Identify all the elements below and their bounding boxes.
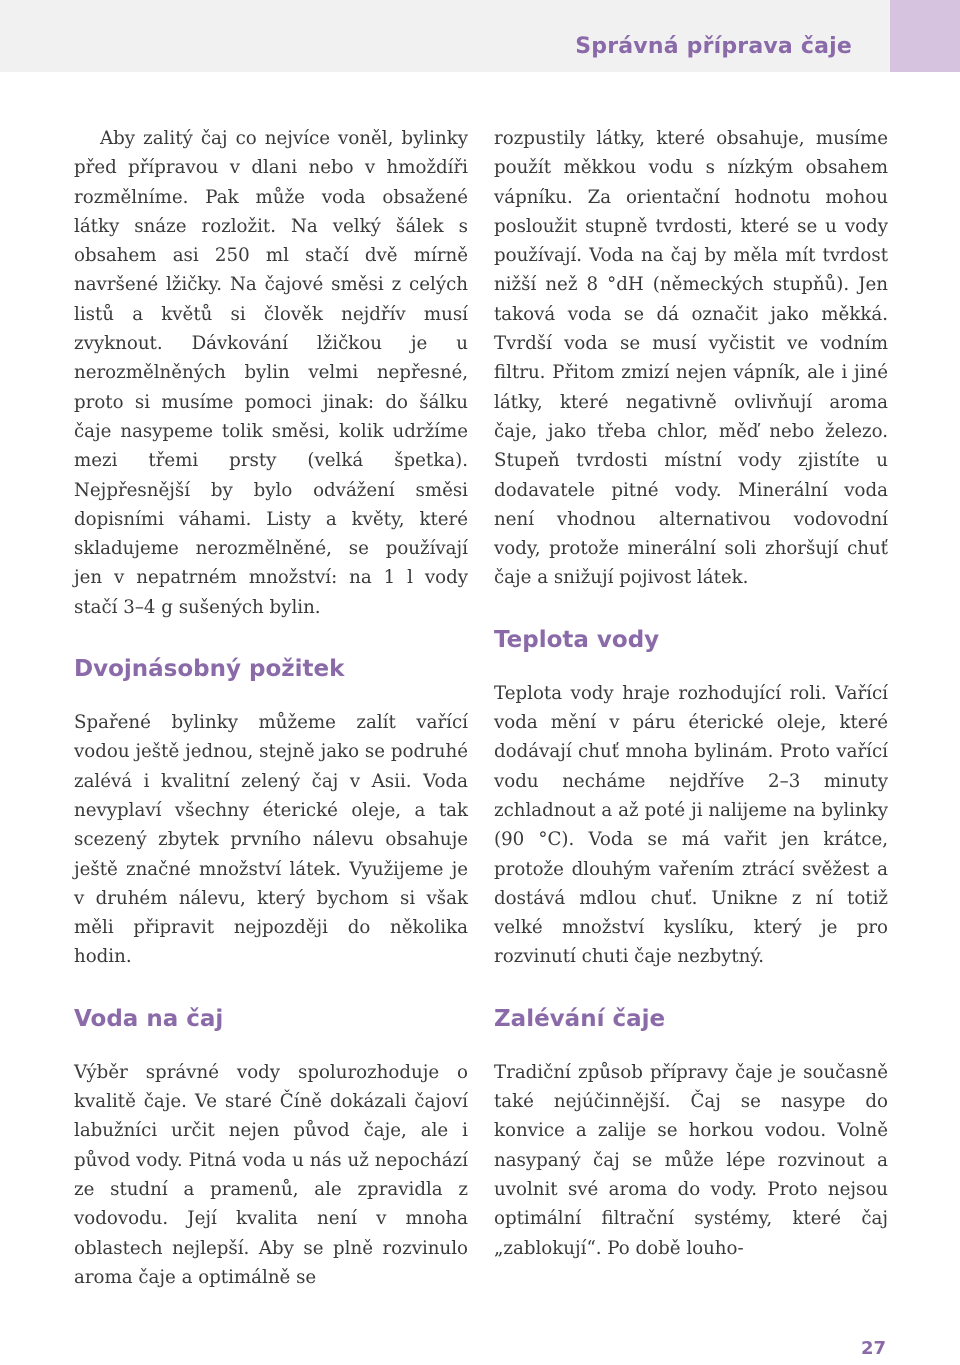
intro-paragraph: Aby zalitý čaj co nejvíce voněl, bylinky před přípravou v dlani nebo v hmoždíři rozmělníme. Pak může voda obsažené látky snáze rozložit. Na velký šálek s obsahem asi 250 ml stačí dvě mírně navršené lžičky. Na čajové směsi z celých listů a květů si člověk nejdřív musí zvyknout. Dávkování lžičkou je u nerozmělněných bylin velmi nepřesné, proto si musíme pomoci jinak: do šálku čaje nasypeme tolik směsi, kolik udržíme mezi třemi prsty (velká špetka). Nejpřesnější by bylo odvážení směsi dopisními váhami. Listy a květy, které skladujeme nerozmělněné, se používají jen v nepatrném množství: na 1 l vody stačí 3–4 g sušených bylin.: [74, 128, 468, 618]
section-heading-tea-water: Voda na čaj: [74, 1005, 224, 1032]
tea-water-paragraph: Výběr správné vody spolurozhoduje o kvalitě čaje. Ve staré Číně dokázali čajoví labužníci určit nejen původ čaje, ale i původ vody. Pitná voda u nás už nepochází ze studní a pramenů, ale zpravidla z vodovodu. Její kvalita není v mnoha oblastech nejlepší. Aby se plně rozvinulo aroma čaje a optimálně se: [74, 1061, 468, 1288]
section-heading-water-temperature: Teplota vody: [494, 626, 660, 653]
right-column: [494, 124, 888, 1263]
water-continuation-paragraph: rozpustily látky, které obsahuje, musíme použít měkkou vodu s nízkým obsahem vápníku. Za orientační hodnotu mohou posloužit stupně tvrdosti, které se u vody používají. Voda na čaj by měla mít tvrdost nižší než 8 °dH (německých stupňů). Jen taková voda se dá označit jako měkká. Tvrdší voda se musí vyčistit ve vodním filtru. Přitom zmizí nejen vápník, ale i jiné látky, které negativně ovlivňují aroma čaje, jako třeba chlor, měď nebo železo. Stupeň tvrdosti místní vody zjistíte u dodavatele pitné vody. Minerální voda není vhodnou alternativou vodovodní vody, protože minerální soli zhoršují chuť čaje a snižují pojivost látek.: [494, 128, 888, 589]
water-temperature-paragraph: Teplota vody hraje rozhodující roli. Vařící voda mění v páru éterické oleje, které dodávají chuť mnoha bylinám. Proto vařící vodu necháme nejdříve 2–3 minuty zchladnout a až poté ji nalijeme na bylinky (90 °C). Voda se má vařit jen krátce, protože dlouhým vařením ztrácí svěžest a dostává mdlou chuť. Unikne z ní totiž velké množství kyslíku, který je pro rozvinutí chuti čaje nezbytný.: [494, 682, 888, 968]
double-enjoyment-paragraph: Spařené bylinky můžeme zalít vařící vodou ještě jednou, stejně jako se podruhé zalévá i kvalitní zelený čaj v Asii. Voda nevyplaví všechny éterické oleje, a tak scezený zbytek prvního nálevu obsahuje ještě značné množství látek. Využijeme je v druhém nálevu, který bychom si však měli připravit nejpozději do několika hodin.: [74, 712, 468, 968]
left-column: [74, 124, 468, 1292]
page-number: 27: [860, 1338, 886, 1359]
section-heading-double-enjoyment: Dvojnásobný požitek: [74, 656, 345, 683]
brewing-paragraph: Tradiční způsob přípravy čaje je současně také nejúčinnější. Čaj se nasype do konvice a zalije se horkou vodou. Volně nasypaný čaj se může lépe rozvinout a uvolnit své aroma do vody. Proto nejsou optimální filtrační systémy, které čaj „zablokují“. Po době louho-: [494, 1061, 888, 1259]
running-title: Správná příprava čaje: [575, 34, 852, 59]
header-accent-block: [890, 0, 960, 72]
section-heading-brewing: Zalévání čaje: [494, 1005, 666, 1032]
